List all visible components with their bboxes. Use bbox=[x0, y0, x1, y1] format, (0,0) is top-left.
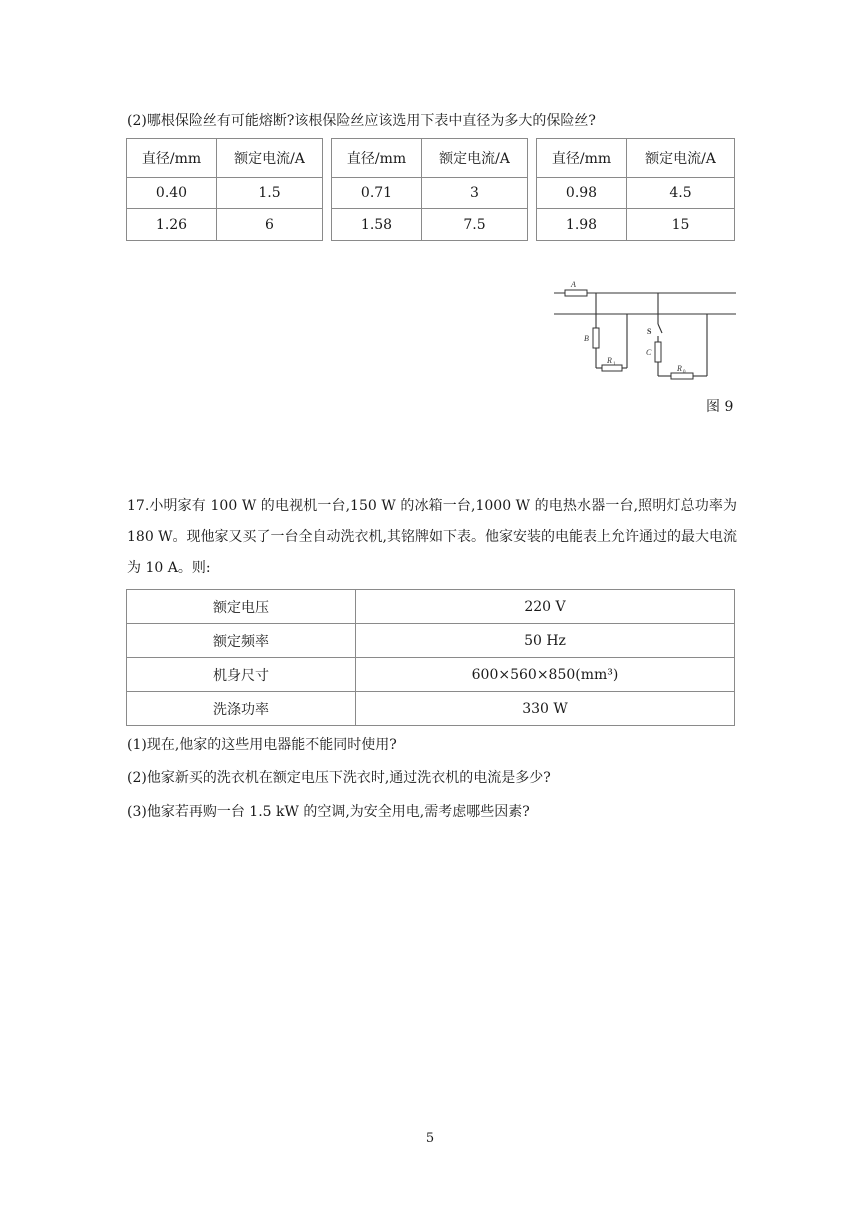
spec-label: 洗涤功率 bbox=[127, 692, 356, 726]
table-cell: 15 bbox=[627, 209, 735, 241]
question-17: 17.小明家有 100 W 的电视机一台,150 W 的冰箱一台,1000 W 的电热水器一台,照明灯总功率为 180 W。现他家又买了一台全自动洗衣机,其铭牌如下表。他家安装的电能表上允许通过的最大电流为 10 A。则: bbox=[127, 498, 738, 576]
question-16-part-2: (2)哪根保险丝有可能熔断?该根保险丝应该选用下表中直径为多大的保险丝? bbox=[127, 113, 596, 129]
table-gap bbox=[323, 209, 332, 241]
table-cell: 1.26 bbox=[127, 209, 217, 241]
label-r1-sub: 1 bbox=[613, 362, 616, 367]
table-cell: 7.5 bbox=[422, 209, 528, 241]
table-gap bbox=[528, 139, 537, 178]
fuse-b bbox=[593, 328, 599, 348]
table-cell: 1.5 bbox=[217, 177, 323, 209]
table-row bbox=[127, 624, 735, 658]
table-cell: 0.40 bbox=[127, 177, 217, 209]
header-diameter-1: 直径/mm bbox=[127, 139, 217, 178]
question-17-part-2: (2)他家新买的洗衣机在额定电压下洗衣时,通过洗衣机的电流是多少? bbox=[127, 770, 551, 786]
label-r0-sub: 0 bbox=[683, 370, 686, 375]
washing-machine-nameplate-table bbox=[126, 589, 735, 726]
label-a: A bbox=[571, 280, 576, 289]
spec-value: 600×560×850(mm³) bbox=[356, 658, 735, 692]
label-b: B bbox=[584, 334, 589, 343]
table-gap bbox=[528, 177, 537, 209]
figure-caption: 图 9 bbox=[706, 399, 734, 415]
table-cell: 3 bbox=[422, 177, 528, 209]
spec-label: 额定频率 bbox=[127, 624, 356, 658]
label-s: S bbox=[647, 327, 652, 336]
header-current-1: 额定电流/A bbox=[217, 139, 323, 178]
table-cell: 0.71 bbox=[332, 177, 422, 209]
circuit-diagram bbox=[548, 278, 738, 382]
label-r0: R bbox=[677, 364, 682, 373]
table-cell: 4.5 bbox=[627, 177, 735, 209]
header-current-2: 额定电流/A bbox=[422, 139, 528, 178]
header-diameter-2: 直径/mm bbox=[332, 139, 422, 178]
page-number: 5 bbox=[425, 1131, 435, 1146]
spec-label: 机身尺寸 bbox=[127, 658, 356, 692]
fuse-table-header-row bbox=[127, 139, 735, 178]
header-current-3: 额定电流/A bbox=[627, 139, 735, 178]
label-r1: R bbox=[607, 356, 612, 365]
table-row bbox=[127, 590, 735, 624]
label-c: C bbox=[646, 348, 652, 357]
spec-value: 50 Hz bbox=[356, 624, 735, 658]
table-row bbox=[127, 692, 735, 726]
resistor-r1 bbox=[602, 365, 622, 371]
table-cell: 6 bbox=[217, 209, 323, 241]
question-17-part-1: (1)现在,他家的这些用电器能不能同时使用? bbox=[127, 737, 397, 753]
header-diameter-3: 直径/mm bbox=[537, 139, 627, 178]
table-cell: 0.98 bbox=[537, 177, 627, 209]
table-gap bbox=[323, 177, 332, 209]
table-gap bbox=[528, 209, 537, 241]
table-row bbox=[127, 658, 735, 692]
spec-value: 220 V bbox=[356, 590, 735, 624]
spec-label: 额定电压 bbox=[127, 590, 356, 624]
fuse-a bbox=[565, 290, 587, 296]
table-gap bbox=[323, 139, 332, 178]
resistor-r0 bbox=[671, 373, 693, 379]
table-row bbox=[127, 177, 735, 209]
fuse-rating-table bbox=[126, 138, 735, 241]
spec-value: 330 W bbox=[356, 692, 735, 726]
table-cell: 1.58 bbox=[332, 209, 422, 241]
fuse-c bbox=[655, 342, 661, 362]
table-cell: 1.98 bbox=[537, 209, 627, 241]
question-17-part-3: (3)他家若再购一台 1.5 kW 的空调,为安全用电,需考虑哪些因素? bbox=[127, 804, 530, 820]
table-row bbox=[127, 209, 735, 241]
